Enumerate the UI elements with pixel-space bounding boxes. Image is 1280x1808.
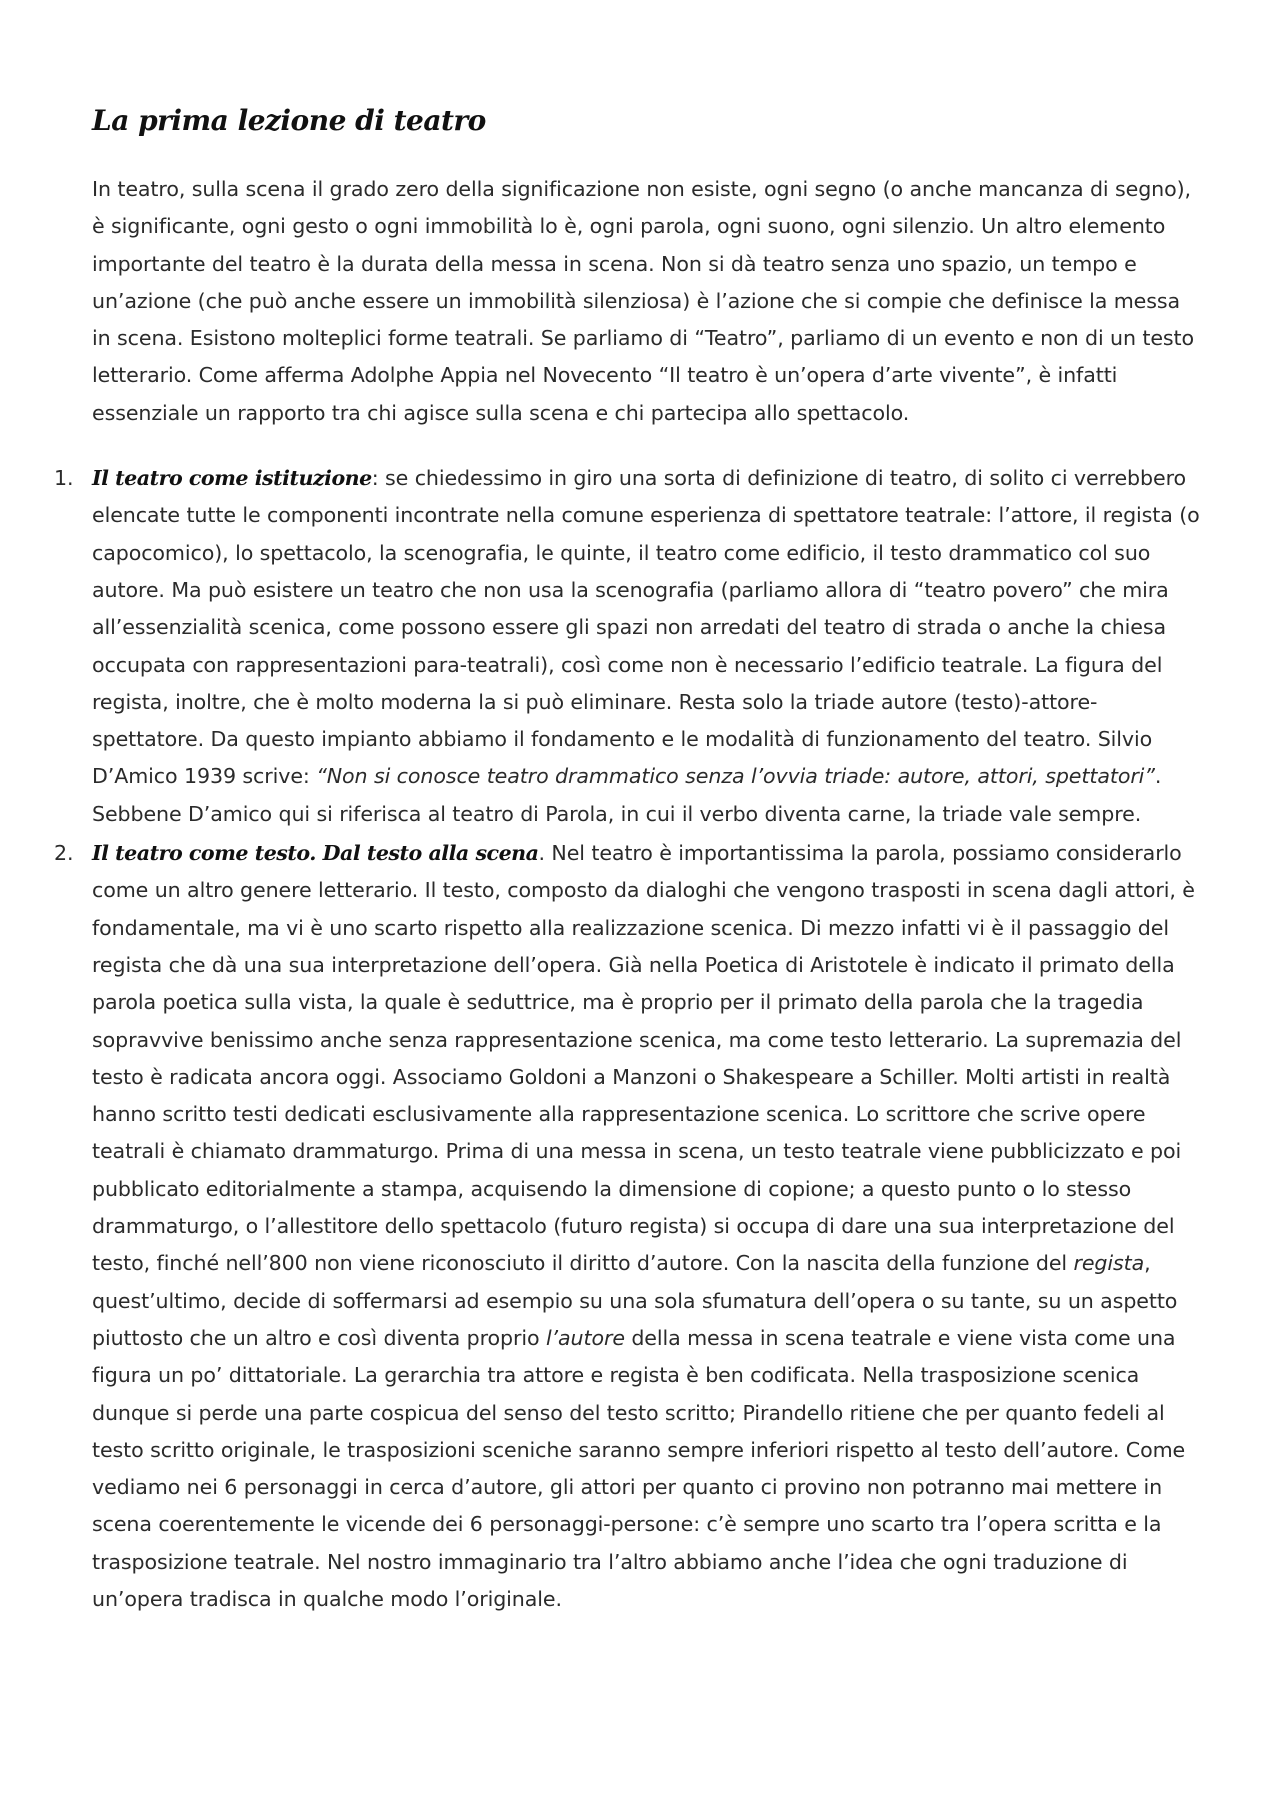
list-item-text: . Nel teatro è importantissima la parola, possiamo considerarlo come un altro genere letterario. Il testo, composto da dialoghi che vengono trasposti in scena dagli attori, è fondamentale, ma vi è uno scarto rispetto alla realizzazione scenica. Di mezzo infatti vi è il passaggio del regista che dà una sua interpretazione dell’opera. Già nella Poetica di Aristotele è indicato il primato della parola poetica sulla vista, la quale è seduttrice, ma è proprio per il primato della parola che la tragedia sopravvive benissimo anche senza rappresentazione scenica, ma come testo letterario. La supremazia del testo è radicata ancora oggi. Associamo Goldoni a Manzoni o Shakespeare a Schiller. Molti artisti in realtà hanno scritto testi dedicati esclusivamente alla rappresentazione scenica. Lo scrittore che scrive opere teatrali è chiamato drammaturgo. Prima di una messa in scena, un testo teatrale viene pubblicizzato e poi pubblicato editorialmente a stampa, acquisendo la dimensione di copione; a questo punto o lo stesso drammaturgo, o l’allestitore dello spettacolo (futuro regista) si occupa di dare una sua interpretazione del testo, finché nell’800 non viene riconosciuto il diritto d’autore. Con la nascita della funzione del <box>92 841 1195 1276</box>
list-item-text: della messa in scena teatrale e viene vista come una figura un po’ dittatoriale. La gerarchia tra attore e regista è ben codificata. Nella trasposizione scenica dunque si perde una parte cospicua del senso del testo scritto; Pirandello ritiene che per quanto fedeli al testo scritto originale, le trasposizioni sceniche saranno sempre inferiori rispetto al testo dell’autore. Come vediamo nei 6 personaggi in cerca d’autore, gli attori per quanto ci provino non potranno mai mettere in scena coerentemente le vicende dei 6 personaggi-persone: c’è sempre uno scarto tra l’opera scritta e la trasposizione teatrale. Nel nostro immaginario tra l’altro abbiamo anche l’idea che ogni traduzione di un’opera tradisca in qualche modo l’originale. <box>92 1325 1186 1611</box>
list-item-heading: Il teatro come istituzione <box>92 466 372 491</box>
list-item-emphasis: regista <box>1073 1251 1145 1276</box>
list-item <box>54 460 1204 833</box>
list-item-number: 2. <box>54 841 74 866</box>
list-item-number: 1. <box>54 466 74 491</box>
list-item-emphasis: l’autore <box>545 1325 625 1350</box>
list-item-text: : se chiedessimo in giro una sorta di definizione di teatro, di solito ci verrebbero elencate tutte le componenti incontrate nella comune esperienza di spettatore teatrale: l’attore, il regista (o capocomico), lo spettacolo, la scenografia, le quinte, il teatro come edificio, il testo drammatico col suo autore. Ma può esistere un teatro che non usa la scenografia (parliamo allora di “teatro povero” che mira all’essenzialità scenica, come possono essere gli spazi non arredati del teatro di strada o anche la chiesa occupata con rappresentazioni para-teatrali), così come non è necessario l’edificio teatrale. La figura del regista, inoltre, che è molto moderna la si può eliminare. Resta solo la triade autore (testo)-attore-spettatore. Da questo impianto abbiamo il fondamento e le modalità di funzionamento del teatro. Silvio D’Amico 1939 scrive: <box>92 466 1200 789</box>
numbered-list <box>54 460 1204 1618</box>
list-item-heading: Il teatro come testo. Dal testo alla scena <box>92 841 539 866</box>
list-item-text: , quest’ultimo, decide di soffermarsi ad esempio su una sola sfumatura dell’opera o su tante, su un aspetto piuttosto che un altro e così diventa proprio <box>92 1251 1178 1350</box>
document-page <box>54 104 1204 1620</box>
intro-paragraph: In teatro, sulla scena il grado zero della significazione non esiste, ogni segno (o anche mancanza di segno), è significante, ogni gesto o ogni immobilità lo è, ogni parola, ogni suono, ogni silenzio. Un altro elemento importante del teatro è la durata della messa in scena. Non si dà teatro senza uno spazio, un tempo e un’azione (che può anche essere un immobilità silenziosa) è l’azione che si compie che definisce la messa in scena. Esistono molteplici forme teatrali. Se parliamo di “Teatro”, parliamo di un evento e non di un testo letterario. Come afferma Adolphe Appia nel Novecento “Il teatro è un’opera d’arte vivente”, è infatti essenziale un rapporto tra chi agisce sulla scena e chi partecipa allo spettacolo. <box>92 177 1195 425</box>
list-item <box>54 835 1204 1618</box>
list-item-quote: “Non si conosce teatro drammatico senza l’ovvia triade: autore, attori, spettatori” <box>316 764 1155 789</box>
list-item-text: . Sebbene D’amico qui si riferisca al teatro di Parola, in cui il verbo diventa carne, la triade vale sempre. <box>92 764 1162 826</box>
document-title: La prima lezione di teatro <box>92 104 486 137</box>
